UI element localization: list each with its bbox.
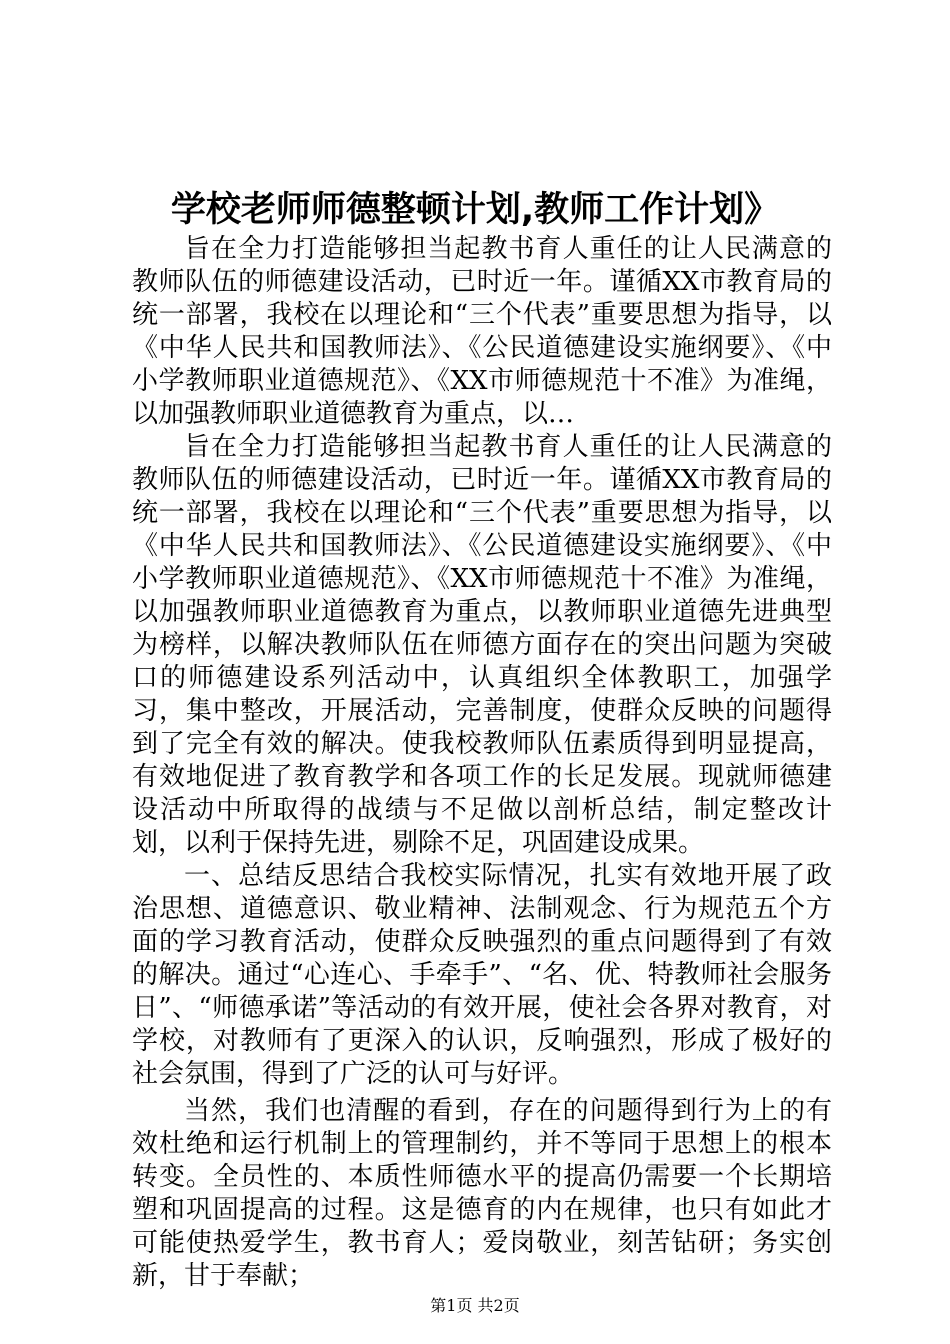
paragraph-summary-reflection: 一、总结反思结合我校实际情况，扎实有效地开展了政治思想、道德意识、敬业精神、法制观念、行为规范五个方面的学习教育活动，使群众反映强烈的重点问题得到了有效的解决。通过“心连心、手牵手”、“名、优、特教师社会服务日”、“师德承诺”等活动的有效开展，使社会各界对教育，对学校，对教师有了更深入的认识，反响强烈，形成了极好的社会氛围，得到了广泛的认可与好评。 xyxy=(132,861,832,1089)
document-title: 学校老师师德整顿计划,教师工作计划》 xyxy=(170,190,780,230)
paragraph-intro-full: 旨在全力打造能够担当起教书育人重任的让人民满意的教师队伍的师德建设活动，已时近一年。谨循XX市教育局的统一部署，我校在以理论和“三个代表”重要思想为指导，以《中华人民共和国教师法》、《公民道德建设实施纲要》、《中小学教师职业道德规范》、《XX市师德规范十不准》为准绳，以加强教师职业道德教育为重点，以教师职业道德先进典型为榜样，以解决教师队伍在师德方面存在的突出问题为突破口的师德建设系列活动中，认真组织全体教职工，加强学习，集中整改，开展活动，完善制度，使群众反映的问题得到了完全有效的解决。使我校教师队伍素质得到明显提高，有效地促进了教育教学和各项工作的长足发展。现就师德建设活动中所取得的战绩与不足做以剖析总结，制定整改计划，以利于保持先进，剔除不足，巩固建设成果。 xyxy=(132,432,832,858)
page-number-footer: 第1页 共2页 xyxy=(430,1296,520,1315)
paragraph-intro-excerpt: 旨在全力打造能够担当起教书育人重任的让人民满意的教师队伍的师德建设活动，已时近一年。谨循XX市教育局的统一部署，我校在以理论和“三个代表”重要思想为指导，以《中华人民共和国教师法》、《公民道德建设实施纲要》、《中小学教师职业道德规范》、《XX市师德规范十不准》为准绳，以加强教师职业道德教育为重点，以… xyxy=(132,234,832,429)
paragraph-problems: 当然，我们也清醒的看到，存在的问题得到行为上的有效杜绝和运行机制上的管理制约，并不等同于思想上的根本转变。全员性的、本质性师德水平的提高仍需要一个长期培塑和巩固提高的过程。这是德育的内在规律，也只有如此才可能使热爱学生，教书育人；爱岗敬业，刻苦钻研；务实创新，甘于奉献； xyxy=(132,1096,832,1291)
document-body xyxy=(132,233,832,1293)
